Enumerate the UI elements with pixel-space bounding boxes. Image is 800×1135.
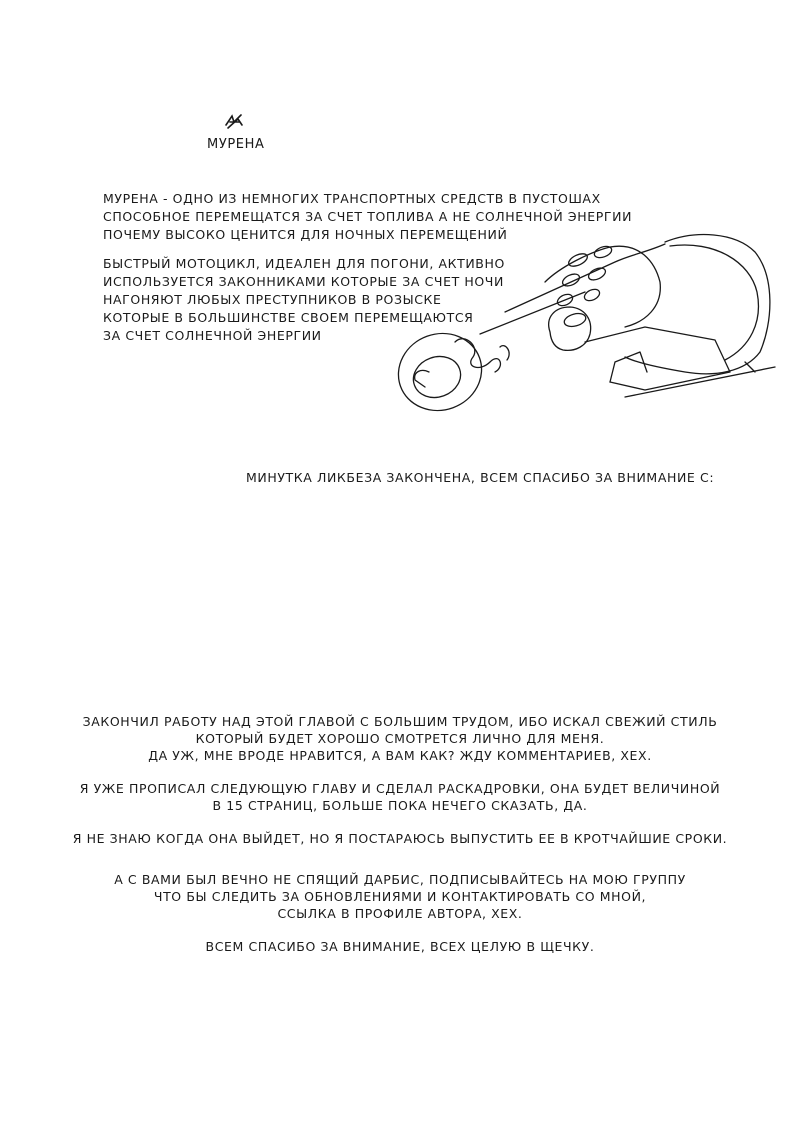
intro-line: МУРЕНА - ОДНО ИЗ НЕМНОГИХ ТРАНСПОРТНЫХ СРЕДСТВ В ПУСТОШАХ [103, 191, 601, 206]
closing-note: МИНУТКА ЛИКБЕЗА ЗАКОНЧЕНА, ВСЕМ СПАСИБО ЗА ВНИМАНИЕ С: [246, 470, 715, 485]
details-line: НАГОНЯЮТ ЛЮБЫХ ПРЕСТУПНИКОВ В РОЗЫСКЕ [103, 292, 442, 307]
afterword [0, 713, 800, 955]
afterword-line: ЧТО БЫ СЛЕДИТЬ ЗА ОБНОВЛЕНИЯМИ И КОНТАКТИРОВАТЬ СО МНОЙ, [153, 889, 647, 904]
intro-line: ПОЧЕМУ ВЫСОКО ЦЕНИТСЯ ДЛЯ НОЧНЫХ ПЕРЕМЕЩЕНИЙ [103, 227, 508, 242]
afterword-line: ДА УЖ, МНЕ ВРОДЕ НРАВИТСЯ, А ВАМ КАК? ЖДУ КОММЕНТАРИЕВ, ХЕХ. [148, 748, 652, 763]
details-line: БЫСТРЫЙ МОТОЦИКЛ, ИДЕАЛЕН ДЛЯ ПОГОНИ, АКТИВНО [103, 256, 505, 271]
paragraph-gap [0, 922, 800, 938]
afterword-line: ЗАКОНЧИЛ РАБОТУ НАД ЭТОЙ ГЛАВОЙ С БОЛЬШИМ ТРУДОМ, ИБО ИСКАЛ СВЕЖИЙ СТИЛЬ [82, 714, 718, 729]
motorcycle-sketch [385, 222, 785, 422]
intro-line: СПОСОБНОЕ ПЕРЕМЕЩАТСЯ ЗА СЧЕТ ТОПЛИВА А НЕ СОЛНЕЧНОЙ ЭНЕРГИИ [103, 209, 633, 224]
afterword-line: В 15 СТРАНИЦ, БОЛЬШЕ ПОКА НЕЧЕГО СКАЗАТЬ, ДА. [212, 798, 588, 813]
afterword-line: Я НЕ ЗНАЮ КОГДА ОНА ВЫЙДЕТ, НО Я ПОСТАРАЮСЬ ВЫПУСТИТЬ ЕЕ В КРОТЧАЙШИЕ СРОКИ. [72, 831, 728, 846]
afterword-line: ССЫЛКА В ПРОФИЛЕ АВТОРА, ХЕХ. [277, 906, 523, 921]
afterword-line: А С ВАМИ БЫЛ ВЕЧНО НЕ СПЯЩИЙ ДАРБИС, ПОДПИСЫВАЙТЕСЬ НА МОЮ ГРУППУ [114, 872, 686, 887]
afterword-paragraph [0, 871, 800, 922]
afterword-line: Я УЖЕ ПРОПИСАЛ СЛЕДУЮЩУЮ ГЛАВУ И СДЕЛАЛ РАСКАДРОВКИ, ОНА БУДЕТ ВЕЛИЧИНОЙ [79, 781, 721, 796]
afterword-line: ВСЕМ СПАСИБО ЗА ВНИМАНИЕ, ВСЕХ ЦЕЛУЮ В ЩЕЧКУ. [205, 939, 595, 954]
afterword-paragraph [0, 830, 800, 847]
page-title: МУРЕНА [207, 137, 265, 152]
details-line: ЗА СЧЕТ СОЛНЕЧНОЙ ЭНЕРГИИ [103, 328, 322, 343]
afterword-paragraph [0, 938, 800, 955]
afterword-line: КОТОРЫЙ БУДЕТ ХОРОШО СМОТРЕТСЯ ЛИЧНО ДЛЯ МЕНЯ. [195, 731, 605, 746]
scribble-mark-icon [224, 113, 246, 131]
paragraph-gap [0, 847, 800, 871]
afterword-paragraph [0, 780, 800, 814]
afterword-paragraph [0, 713, 800, 764]
details-line: ИСПОЛЬЗУЕТСЯ ЗАКОННИКАМИ КОТОРЫЕ ЗА СЧЕТ НОЧИ [103, 274, 504, 289]
details-line: КОТОРЫЕ В БОЛЬШИНСТВЕ СВОЕМ ПЕРЕМЕЩАЮТСЯ [103, 310, 474, 325]
paragraph-gap [0, 814, 800, 830]
paragraph-gap [0, 764, 800, 780]
